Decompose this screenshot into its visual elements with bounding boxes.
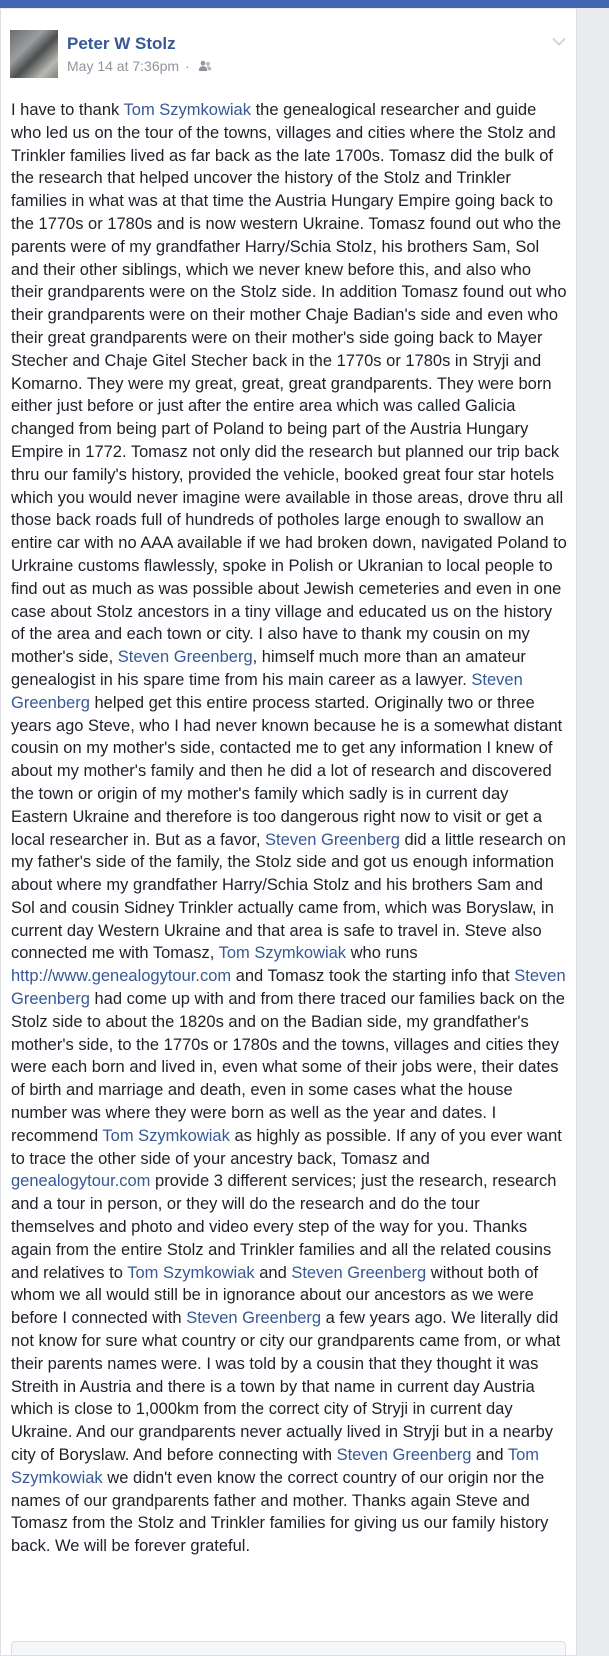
post-text-segment: we didn't even know the correct country of our origin nor the names of our grandparents father and mother. Thanks again Steve and Tomasz from the Stolz and Trinkler families for giving us our family history back. We will be forever grateful.: [11, 1468, 549, 1556]
post-link[interactable]: Steven Greenberg: [186, 1309, 322, 1328]
post-link[interactable]: Steven Greenberg: [265, 830, 400, 849]
post-text-segment: and: [471, 1446, 508, 1465]
post-text-segment: , himself much more than an amateur genealogist in his spare time from his main career as a lawyer.: [11, 648, 526, 689]
friends-icon[interactable]: [198, 59, 212, 75]
post-text-segment: and Tomasz took the starting info that: [231, 967, 515, 986]
post-link[interactable]: Tom Szymkowiak: [11, 1446, 540, 1487]
post-text-segment: a few years ago. We literally did not know for sure what country or city our grandparents came from, or what their parents names were. I was told by a cousin that they thought it was Streith in Austria and there is a town by that name in current day Austria which is close to 1,000km from the correct city of Stryji in current day Ukraine. And our grandparents never actually lived in Stryji but in a nearby city of Boryslaw. And before connecting with: [11, 1309, 561, 1465]
post-text-segment: had come up with and from there traced our families back on the Stolz side to about the 1820s and on the Badian side, my grandfather's mother's side, to the 1770s or 1780s and the towns, villages and cities they were each born and lived in, even what some of their jobs were, their dates of birth and marriage and death, even in some cases what the house number was where they were born as well as the year and dates. I recommend: [11, 990, 565, 1145]
post-link[interactable]: Tom Szymkowiak: [218, 944, 347, 963]
post-link[interactable]: http://www.genealogytour.com: [11, 967, 232, 986]
post-link[interactable]: Steven Greenberg: [11, 967, 566, 1009]
author-name[interactable]: Peter W Stolz: [67, 34, 176, 53]
post-meta: [67, 58, 212, 75]
post-text-segment: I have to thank: [11, 101, 124, 119]
post-header: [1, 9, 576, 91]
post-link[interactable]: Tom Szymkowiak: [127, 1263, 255, 1282]
post-link[interactable]: Steven Greenberg: [11, 670, 523, 712]
post-text-segment: the genealogical researcher and guide who led us on the tour of the towns, villages and cities where the Stolz and Trinkler families lived as far back as the late 1700s. Tomasz did the bulk of the research that helped uncover the history of the Stolz and Trinkler families in what was at that time the Austria Hungary Empire going back to the 1770s or 1780s and is now western Ukraine. Tomasz found out who the parents were of my grandfather Harry/Schia Stolz, his brothers Sam, Sol and their other siblings, which we never knew before this, and also who their grandparents were on the Stolz side. In addition Tomasz found out who their grandparents were on their mother Chaje Badian's side and even who their great grandparents were on their mother's side going back to Mayer Stecher and Chaje Gitel Stecher back in the 1770s or 1780s in Stryji and Komarno. They were my great, great, great grandparents. They were born either just before or just after the entire area which was called Galicia changed from being part of Poland to being part of the Austria Hungary Empire in 1772. Tomasz not only did the research but planned our trip back thru our family's history, provided the vehicle, booked great four star hotels which you would never imagine were available in those areas, drove thru all those back roads full of hundreds of potholes large enough to swallow an entire car with no AAA available if we had broken down, navigated Poland to Urkraine customs flawlessly, spoke in Polish or Ukranian to local people to find out as much as was possible about Jewish cemeteries and even in one case about Stolz ancestors in a tiny village and educated us on the history of the area and each town or city. I also have to thank my cousin on my mother's side,: [11, 101, 567, 667]
post-link[interactable]: Tom Szymkowiak: [102, 1126, 230, 1145]
post-text-segment: as highly as possible. If any of you ever want to trace the other side of your ancestry back, Tomasz and: [11, 1126, 562, 1168]
comment-area[interactable]: [11, 1641, 566, 1656]
meta-separator: ·: [184, 58, 190, 74]
post-link[interactable]: Steven Greenberg: [336, 1446, 472, 1465]
post-link[interactable]: Tom Szymkowiak: [123, 101, 251, 119]
post-timestamp[interactable]: May 14 at 7:36pm: [67, 58, 180, 74]
post-text-segment: who runs: [346, 944, 418, 963]
post-text-segment: without both of whom we all would still be in ignorance about our ancestors as we were before I connected with: [11, 1263, 539, 1328]
post-text-segment: provide 3 different services; just the research, research and a tour in person, or they will do the research and do the tour themselves and photo and video every step of the way for you. Thanks again from the entire Stolz and Trinkler families and all the related cousins and relatives to: [11, 1172, 557, 1282]
post-link[interactable]: Steven Greenberg: [117, 648, 253, 667]
post-link[interactable]: Steven Greenberg: [291, 1263, 427, 1282]
chevron-down-icon[interactable]: [552, 33, 566, 51]
post-text-segment: helped get this entire process started. Originally two or three years ago Steve, who I had never known because he is a somewhat distant cousin on my mother's side, contacted me to get any information I knew of about my mother's family and then he did a lot of research and discovered the town or origin of my mother's family which sadly is in current day Eastern Ukraine and therefore is too dangerous right now to visit or get a local researcher in. But as a favor,: [11, 693, 563, 849]
post-body: [11, 99, 567, 1558]
post-text-segment: did a little research on my father's side of the family, the Stolz side and got us enough information about where my grandfather Harry/Schia Stolz and his brothers Sam and Sol and cousin Sidney Trinkler actually came from, which was Boryslaw, in current day Western Ukraine and that area is safe to travel in. Steve also connected me with Tomasz,: [11, 830, 566, 963]
post-link[interactable]: genealogytour.com: [11, 1172, 151, 1191]
post-text-segment: and: [254, 1263, 292, 1282]
avatar[interactable]: [10, 30, 58, 78]
top-navigation-bar: [0, 0, 609, 8]
post-card: [0, 9, 577, 1656]
